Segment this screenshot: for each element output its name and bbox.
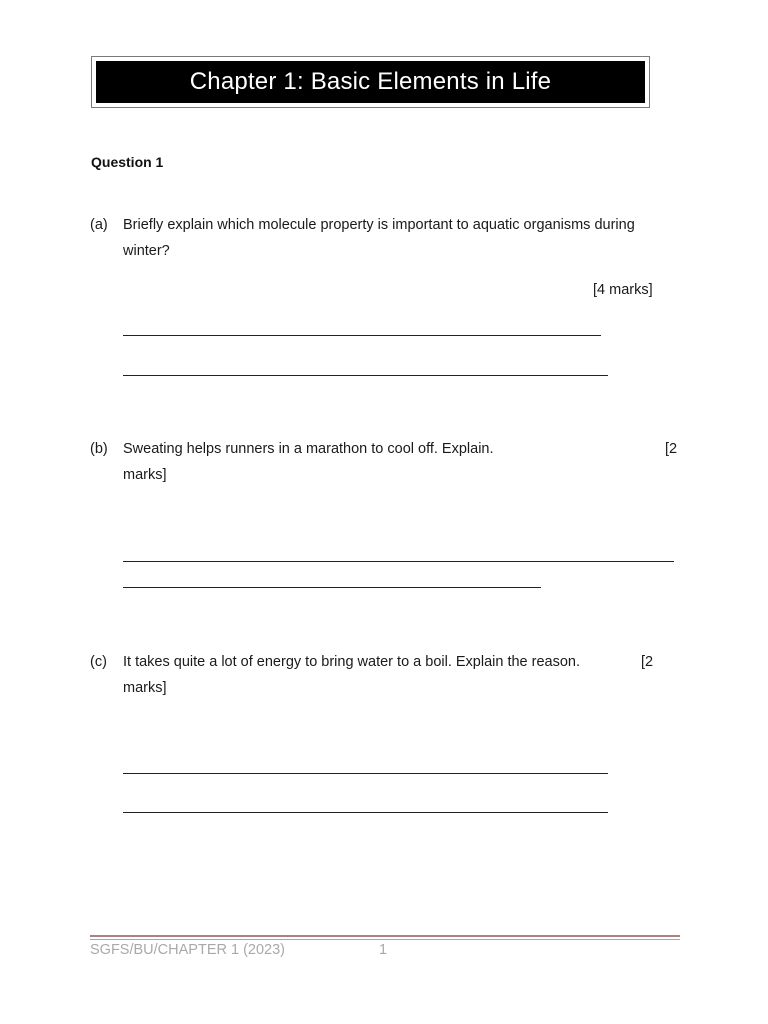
- part-c-answer-line-2: [123, 812, 608, 813]
- footer-course-code: SGFS/BU/CHAPTER 1 (2023): [90, 942, 285, 958]
- part-a-answer-line-2: [123, 375, 608, 376]
- part-c-answer-line-1: [123, 773, 608, 774]
- part-a-question: [123, 212, 635, 264]
- part-a-answer-line-1: [123, 335, 601, 336]
- chapter-title-box: [91, 56, 650, 108]
- part-a-line2: winter?: [123, 243, 170, 259]
- part-b-marks-start: [2: [665, 441, 678, 457]
- part-b-answer-line-2: [123, 587, 541, 588]
- part-a-line1: Briefly explain which molecule property is important to aquatic organisms during: [123, 217, 635, 233]
- part-b-question: [123, 436, 494, 488]
- part-c-marks-end: marks]: [123, 680, 167, 696]
- question-heading: Question 1: [91, 154, 164, 170]
- part-c-marks-start: [2: [641, 654, 654, 670]
- footer-divider-thin: [90, 939, 680, 940]
- part-b-marks-end: marks]: [123, 467, 167, 483]
- part-a-label: (a): [90, 217, 108, 233]
- footer-page-number: 1: [379, 942, 388, 958]
- part-b-label: (b): [90, 441, 108, 457]
- part-c-label: (c): [90, 654, 107, 670]
- chapter-title: Chapter 1: Basic Elements in Life: [96, 61, 645, 103]
- footer-divider-thick: [90, 935, 680, 937]
- part-b-answer-line-1: [123, 561, 674, 562]
- part-c-line1: It takes quite a lot of energy to bring water to a boil. Explain the reason.: [123, 654, 581, 670]
- part-a-marks: [4 marks]: [593, 282, 653, 298]
- part-b-line1: Sweating helps runners in a marathon to cool off. Explain.: [123, 441, 494, 457]
- part-c-question: [123, 649, 580, 701]
